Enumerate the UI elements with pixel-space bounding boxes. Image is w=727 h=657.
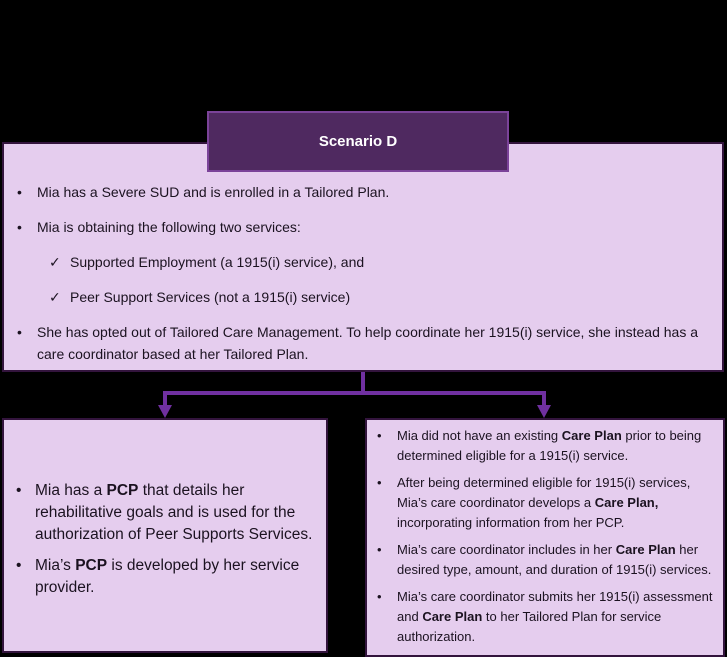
bullet-icon: •	[17, 219, 22, 235]
list-item-text: Mia has a PCP that details her rehabilitative goals and is used for the authorization of Peer Supports Services.	[35, 482, 313, 543]
pcp-bullet-list	[4, 420, 326, 599]
list-item	[8, 286, 704, 308]
scenario-bullet-list	[4, 144, 722, 365]
list-item-text: Mia’s care coordinator submits her 1915(i) assessment and Care Plan to her Tailored Plan for service authorization.	[397, 589, 713, 644]
bullet-icon: •	[377, 475, 382, 490]
list-item-text: Mia’s PCP is developed by her service provider.	[35, 557, 300, 596]
list-item-text: She has opted out of Tailored Care Management. To help coordinate her 1915(i) service, she instead has a care coordinator based at her Tailored Plan.	[37, 324, 699, 362]
bullet-icon: •	[377, 589, 382, 604]
care-plan-bullet-list	[367, 420, 723, 647]
list-item	[8, 321, 704, 365]
bullet-icon: •	[17, 184, 22, 200]
list-item	[371, 473, 715, 533]
list-item	[8, 251, 704, 273]
list-item-text: Mia’s care coordinator includes in her Care Plan her desired type, amount, and duration of 1915(i) services.	[397, 542, 712, 577]
bullet-icon: •	[16, 482, 22, 499]
arrow-down-icon	[537, 405, 551, 418]
list-item	[8, 181, 704, 203]
check-icon: ✓	[49, 289, 61, 305]
bullet-icon: •	[377, 428, 382, 443]
list-item-text: Mia has a Severe SUD and is enrolled in a Tailored Plan.	[37, 184, 390, 200]
list-item	[8, 480, 316, 546]
list-item-text: Peer Support Services (not a 1915(i) service)	[70, 289, 351, 305]
list-item	[371, 426, 715, 466]
scenario-title: Scenario D	[318, 133, 398, 150]
check-icon: ✓	[49, 254, 61, 270]
list-item-text: Mia did not have an existing Care Plan prior to being determined eligible for a 1915(i) service.	[397, 428, 702, 463]
list-item	[371, 587, 715, 647]
list-item-text: After being determined eligible for 1915(i) services, Mia’s care coordinator develops a Care Plan, incorporating information from her PCP.	[397, 475, 691, 530]
list-item	[8, 216, 704, 238]
bullet-icon: •	[16, 557, 22, 574]
bullet-icon: •	[17, 324, 22, 340]
flow-connector	[0, 370, 727, 420]
list-item-text: Supported Employment (a 1915(i) service), and	[70, 254, 365, 270]
care-plan-detail-panel	[365, 418, 725, 657]
arrow-down-icon	[158, 405, 172, 418]
list-item	[371, 540, 715, 580]
list-item	[8, 555, 316, 599]
list-item-text: Mia is obtaining the following two services:	[37, 219, 301, 235]
scenario-description-panel	[2, 142, 724, 372]
pcp-detail-panel	[2, 418, 328, 653]
bullet-icon: •	[377, 542, 382, 557]
scenario-header	[207, 111, 509, 172]
